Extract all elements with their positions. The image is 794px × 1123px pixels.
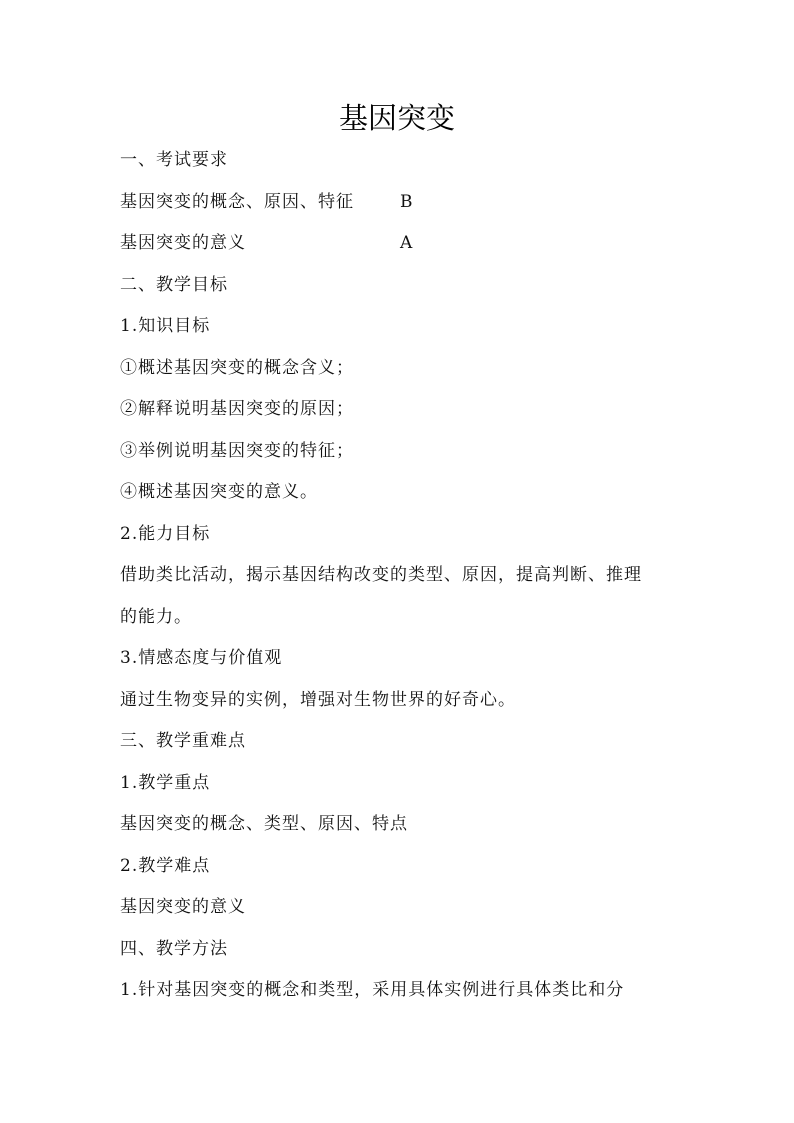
subheading-emotion-values: 3.情感态度与价值观 — [120, 648, 283, 668]
document-body — [120, 140, 680, 1012]
knowledge-objective-item: ③举例说明基因突变的特征； — [120, 440, 354, 461]
requirement-grade: B — [400, 191, 414, 212]
requirement-label: 基因突变的意义 — [120, 233, 246, 253]
section-heading-teaching-objectives: 二、教学目标 — [120, 274, 228, 295]
subheading-knowledge-objectives: 1.知识目标 — [120, 316, 211, 336]
requirement-grade: A — [400, 233, 414, 253]
emotion-values-text: 通过生物变异的实例，增强对生物世界的好奇心。 — [120, 689, 516, 710]
knowledge-objective-item: ④概述基因突变的意义。 — [120, 482, 318, 502]
subheading-teaching-focus: 1.教学重点 — [120, 772, 211, 793]
requirement-label: 基因突变的概念、原因、特征 — [120, 191, 354, 212]
teaching-focus-text: 基因突变的概念、类型、原因、特点 — [120, 814, 408, 834]
requirement-row — [120, 223, 680, 265]
document-title: 基因突变 — [338, 101, 455, 135]
teaching-methods-text: 1.针对基因突变的概念和类型，采用具体实例进行具体类比和分 — [120, 980, 625, 1000]
section-heading-teaching-methods: 四、教学方法 — [120, 938, 228, 959]
section-heading-exam-requirements: 一、考试要求 — [120, 150, 228, 170]
teaching-difficulty-text: 基因突变的意义 — [120, 897, 246, 917]
knowledge-objective-item: ①概述基因突变的概念含义； — [120, 357, 354, 378]
subheading-ability-objectives: 2.能力目标 — [120, 523, 211, 544]
ability-objective-text-line: 的能力。 — [120, 606, 192, 627]
ability-objective-text-line: 借助类比活动，揭示基因结构改变的类型、原因，提高判断、推理 — [120, 565, 642, 585]
requirement-row — [120, 182, 680, 224]
subheading-teaching-difficulty: 2.教学难点 — [120, 855, 211, 876]
section-heading-key-difficult-points: 三、教学重难点 — [120, 731, 246, 751]
knowledge-objective-item: ②解释说明基因突变的原因； — [120, 399, 354, 419]
